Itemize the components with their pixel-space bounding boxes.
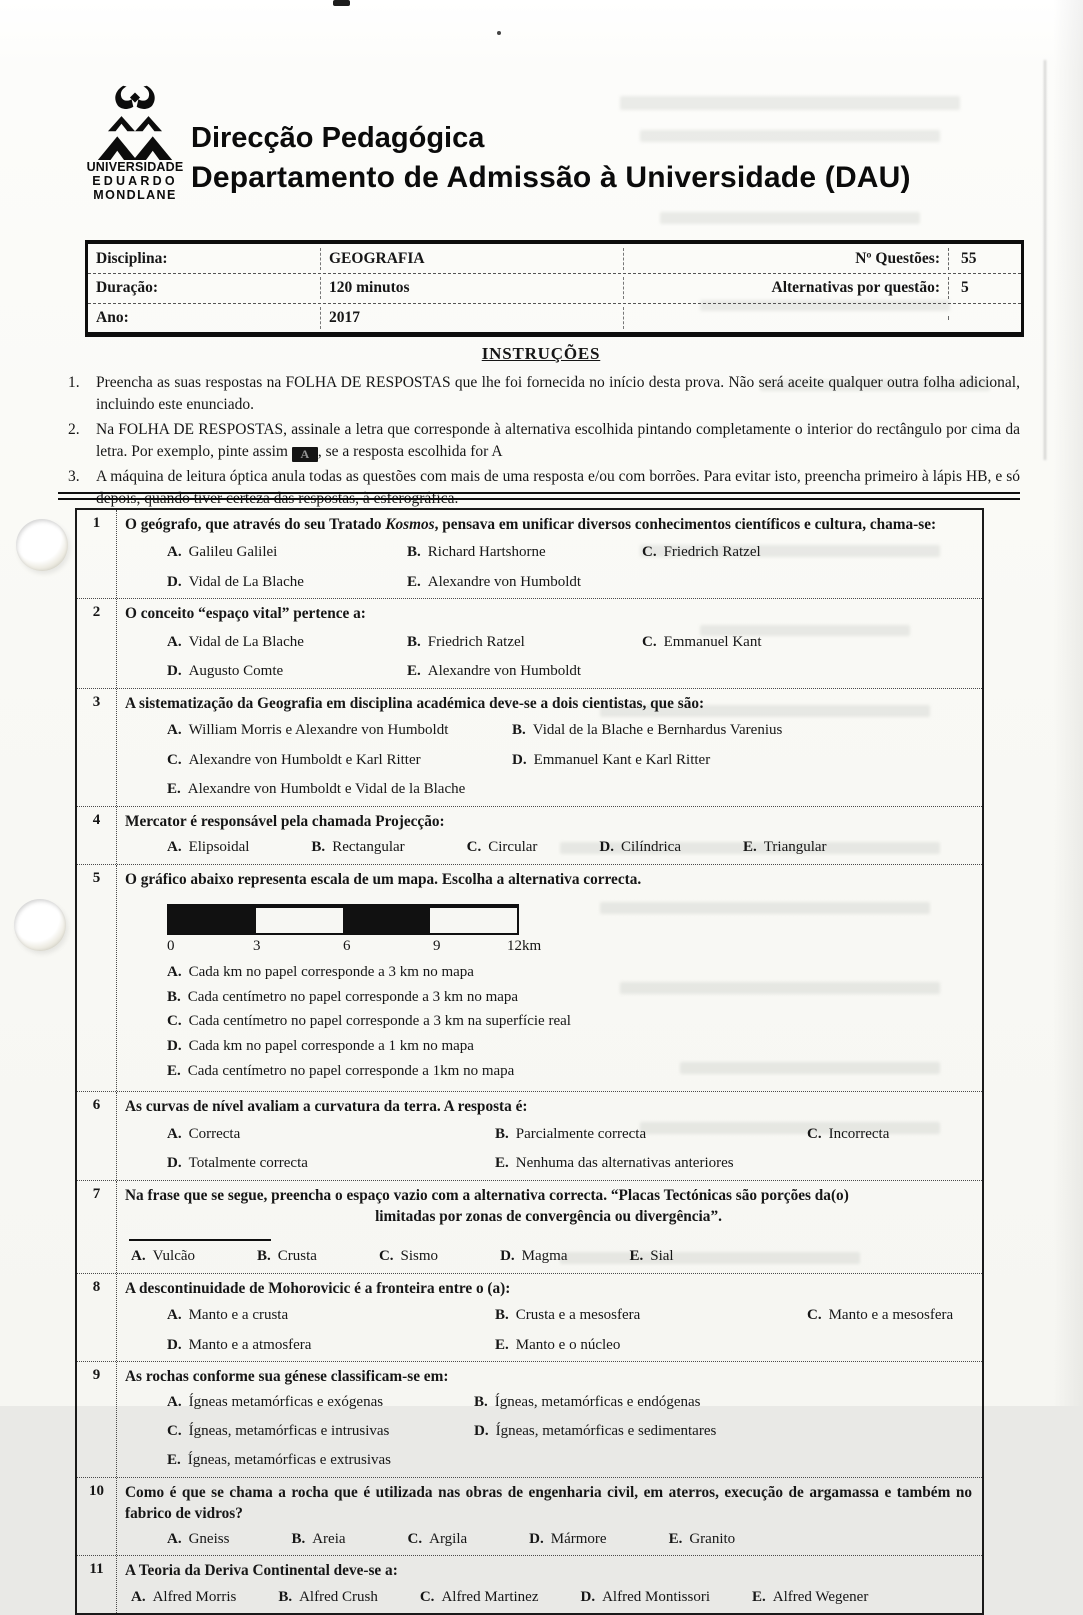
option-text: Triangular: [763, 839, 827, 856]
option-letter: B.: [257, 1248, 271, 1265]
option-d: [167, 572, 407, 593]
option-b: [407, 542, 642, 563]
option-letter: E.: [407, 573, 421, 590]
instruction-item-2: [62, 419, 1020, 463]
option-letter: E.: [495, 1155, 509, 1172]
question-number: 5: [77, 865, 117, 1092]
options-group: [125, 1392, 972, 1470]
option-a: [167, 837, 249, 858]
option-e: [495, 1335, 807, 1356]
question-row-6: [77, 1092, 982, 1180]
option-letter: B.: [495, 1125, 509, 1142]
hole-punch: [14, 899, 66, 951]
option-e: [495, 1153, 807, 1174]
question-row-3: [77, 689, 982, 807]
option-letter: E.: [167, 1451, 181, 1468]
question-statement: Na frase que se segue, preencha o espaço vazio com a alternativa correcta. “Placas Tectónicas são porções da(o): [125, 1186, 849, 1204]
question-row-10: [77, 1478, 982, 1557]
option-b: [512, 720, 972, 741]
instruction-text: [96, 419, 1020, 463]
option-text: Argila: [429, 1530, 468, 1547]
scan-dot-mark: [497, 31, 501, 35]
question-number: 1: [77, 510, 117, 598]
option-letter: B.: [167, 988, 181, 1005]
option-letter: E.: [743, 839, 757, 856]
option-letter: A.: [167, 1306, 182, 1323]
question-body: [117, 1362, 982, 1476]
option-letter: C.: [807, 1306, 822, 1323]
scale-segment-white: [430, 908, 517, 933]
scale-segment-black: [343, 908, 430, 933]
options-group: [125, 1529, 972, 1550]
option-c: [807, 1305, 972, 1326]
option-letter: D.: [474, 1423, 489, 1440]
scale-tick-label: 9: [433, 938, 441, 955]
option-letter: D.: [167, 1336, 182, 1353]
instruction-number: 2.: [68, 421, 80, 438]
option-text: Richard Hartshorne: [427, 544, 546, 561]
ano-value: 2017: [321, 307, 624, 329]
option-c: [642, 632, 972, 653]
question-statement: A Teoria da Deriva Continental deve-se a:: [125, 1562, 398, 1580]
num-questoes-label: Nº Questões:: [624, 248, 949, 270]
option-letter: B.: [407, 544, 421, 561]
option-letter: E.: [167, 1062, 181, 1079]
option-letter: A.: [167, 722, 182, 739]
option-b: [291, 1529, 345, 1550]
option-text: Ígneas, metamórficas e endógenas: [494, 1394, 701, 1411]
question-row-9: [77, 1362, 982, 1477]
scale-tick-label: 12km: [507, 938, 542, 955]
university-logo: [85, 84, 185, 202]
option-c: [167, 1421, 474, 1442]
option-b: [474, 1392, 972, 1413]
alternativas-value: 5: [961, 279, 969, 297]
options-group: [125, 1587, 972, 1608]
question-row-8: [77, 1274, 982, 1362]
option-d: [167, 1036, 972, 1057]
options-group: [125, 1124, 972, 1174]
admission-department-title: Departamento de Admissão à Universidade (DAU): [191, 161, 911, 194]
option-d: [599, 837, 681, 858]
option-c: [408, 1529, 468, 1550]
question-statement: As rochas conforme sua génese classificam-se em:: [125, 1368, 449, 1386]
option-letter: B.: [512, 722, 526, 739]
option-text: Magma: [521, 1248, 568, 1265]
question-number: 3: [77, 689, 117, 806]
question-number: 7: [77, 1181, 117, 1273]
option-letter: D.: [500, 1248, 515, 1265]
option-text: Alexandre von Humboldt e Karl Ritter: [188, 751, 421, 768]
option-letter: A.: [167, 1530, 182, 1547]
instructions-title: INSTRUÇÕES: [481, 344, 601, 363]
option-letter: C.: [407, 1530, 423, 1547]
option-text: Nenhuma das alternativas anteriores: [515, 1155, 734, 1172]
option-c: [420, 1587, 539, 1608]
question-row-7: [77, 1181, 982, 1274]
question-row-11: [77, 1556, 982, 1613]
instruction-number: 3.: [68, 468, 80, 485]
option-b: [167, 987, 972, 1008]
option-text: Elipsoidal: [188, 839, 250, 856]
option-text: Alexandre von Humboldt: [427, 663, 582, 680]
option-letter: D.: [599, 839, 614, 856]
instruction-text: A máquina de leitura óptica anula todas as questões com mais de uma resposta e/ou com borrões. Para evitar isto, preencha primeiro à lápis HB, e só depois, quando tiver certeza das respostas, à esferográfica.: [96, 468, 1020, 507]
statement-italic: Kosmos: [385, 516, 435, 533]
option-text: Alfred Wegener: [772, 1588, 869, 1605]
statement-text: O geógrafo, que através do seu Tratado: [125, 516, 386, 533]
option-c: [167, 750, 512, 771]
option-letter: D.: [529, 1530, 544, 1547]
option-c: [807, 1124, 972, 1145]
options-group: [125, 632, 972, 682]
option-text: Sismo: [400, 1248, 439, 1265]
option-text: Galileu Galilei: [188, 544, 278, 561]
instructions-section: [62, 344, 1020, 513]
scale-tick-label: 3: [253, 938, 261, 955]
option-letter: E.: [668, 1530, 683, 1547]
statement-text: , pensava em unificar diversos conhecimentos científicos e cultura, chama-se:: [434, 516, 937, 533]
option-c: [642, 542, 972, 563]
question-statement: O gráfico abaixo representa escala de um mapa. Escolha a alternativa correcta.: [125, 870, 642, 888]
option-text: Emmanuel Kant e Karl Ritter: [533, 751, 711, 768]
option-d: [167, 661, 407, 682]
question-row-1: [77, 510, 982, 599]
bleed-through-artifact: [640, 130, 940, 142]
blank-underline: [129, 1227, 271, 1241]
scale-tick-label: 6: [343, 938, 351, 955]
option-text: Cada centímetro no papel corresponde a 3 km na superfície real: [188, 1013, 571, 1030]
option-text: Manto e a atmosfera: [188, 1336, 312, 1353]
option-text: Correcta: [188, 1125, 241, 1142]
option-letter: C.: [378, 1248, 394, 1265]
question-body: [117, 865, 982, 1092]
question-body: [117, 1092, 982, 1179]
options-group: [125, 962, 972, 1081]
question-statement: A sistematização da Geografia em disciplina académica deve-se a dois cientistas, que são:: [125, 694, 705, 712]
disciplina-value: GEOGRAFIA: [321, 248, 624, 270]
question-body: [117, 1478, 982, 1556]
option-letter: B.: [474, 1394, 488, 1411]
scale-tick-label: 0: [167, 938, 175, 955]
option-c: [379, 1246, 438, 1267]
question-number: 11: [77, 1556, 117, 1613]
bleed-through-artifact: [620, 96, 960, 110]
scale-bar: [167, 904, 519, 935]
option-letter: E.: [752, 1588, 766, 1605]
option-text: Alexandre von Humboldt: [427, 573, 582, 590]
option-a: [167, 1529, 229, 1550]
option-c: [467, 837, 538, 858]
option-d: [512, 750, 972, 771]
option-text: Alfred Morris: [152, 1588, 237, 1605]
option-letter: D.: [167, 663, 182, 680]
question-number: 4: [77, 807, 117, 864]
option-text: Alfred Montissori: [602, 1588, 710, 1605]
option-b: [495, 1124, 807, 1145]
option-letter: C.: [642, 633, 657, 650]
section-divider: [58, 492, 1020, 500]
options-group: [125, 542, 972, 592]
option-e: [752, 1587, 868, 1608]
question-statement: [125, 514, 972, 535]
question-statement: As curvas de nível avaliam a curvatura da terra. A resposta é:: [125, 1098, 528, 1116]
option-text: Ígneas, metamórficas e extrusivas: [187, 1451, 392, 1468]
scale-segment-black: [169, 908, 256, 933]
question-row-4: [77, 807, 982, 865]
option-letter: A.: [167, 633, 182, 650]
question-body: [117, 1181, 982, 1273]
option-e: [669, 1529, 736, 1550]
duracao-value: 120 minutos: [321, 277, 624, 299]
option-text: Cada centímetro no papel corresponde a 1km no mapa: [187, 1062, 515, 1079]
instruction-number: 1.: [68, 374, 80, 391]
option-text: Emmanuel Kant: [663, 633, 762, 650]
question-body: [117, 599, 982, 687]
option-text: Vidal de La Blache: [188, 573, 304, 590]
option-d: [167, 1335, 495, 1356]
question-body: [117, 1274, 982, 1361]
option-text: Crusta e a mesosfera: [515, 1306, 641, 1323]
university-name-line: MONDLANE: [93, 188, 177, 202]
option-text: Alfred Crush: [299, 1588, 378, 1605]
exam-info-table: [85, 240, 1024, 337]
option-a: [131, 1246, 195, 1267]
option-text: Sial: [650, 1248, 674, 1265]
ano-label: Ano:: [88, 307, 321, 329]
option-text: Ígneas, metamórficas e sedimentares: [495, 1423, 717, 1440]
option-e: [407, 572, 642, 593]
question-number: 2: [77, 599, 117, 687]
instruction-item-1: [62, 372, 1020, 416]
option-a: [167, 1392, 474, 1413]
question-body: [117, 689, 982, 806]
option-letter: B.: [311, 839, 326, 856]
option-text: Vidal de La Blache: [188, 633, 304, 650]
option-b: [495, 1305, 807, 1326]
scale-bar-labels: [167, 936, 542, 956]
option-text: Vulcão: [152, 1248, 196, 1265]
option-e: [629, 1246, 673, 1267]
question-statement: Como é que se chama a rocha que é utilizada nas obras de engenharia civil, em aterros, execução de argamassa e também no fabrico de vidros?: [125, 1483, 972, 1522]
option-letter: D.: [167, 1155, 182, 1172]
option-letter: D.: [512, 751, 527, 768]
option-letter: B.: [495, 1306, 509, 1323]
option-letter: A.: [167, 964, 182, 981]
alternativas-label: Alternativas por questão:: [624, 277, 949, 299]
option-text: Alexandre von Humboldt e Vidal de la Blache: [187, 781, 466, 798]
disciplina-label: Disciplina:: [88, 248, 321, 270]
option-letter: E.: [495, 1336, 509, 1353]
info-row-duracao: [88, 273, 1021, 302]
option-letter: A.: [131, 1248, 146, 1265]
option-text: Manto e a mesosfera: [828, 1306, 954, 1323]
option-letter: A.: [167, 1125, 182, 1142]
page-fold-line: [1044, 60, 1046, 460]
options-group: [125, 720, 972, 800]
empty-cell: [624, 316, 949, 320]
option-letter: C.: [642, 544, 657, 561]
option-e: [407, 661, 642, 682]
option-letter: E.: [407, 663, 421, 680]
question-number: 9: [77, 1362, 117, 1476]
option-letter: C.: [466, 839, 482, 856]
question-body: [117, 807, 982, 864]
option-letter: B.: [291, 1530, 306, 1547]
option-text: Manto e o núcleo: [515, 1336, 621, 1353]
question-statement-line2: limitadas por zonas de convergência ou divergência”.: [375, 1208, 722, 1226]
option-letter: B.: [278, 1588, 293, 1605]
options-group: [125, 837, 972, 858]
instruction-text-before: Na FOLHA DE RESPOSTAS, assinale a letra que corresponde à alternativa escolhida pintando completamente o interior do rectângulo por cima da letra. Por exemplo, pinte assim: [96, 421, 1020, 460]
question-statement: A descontinuidade de Mohorovicic é a fronteira entre o (a):: [125, 1279, 511, 1297]
option-a: [167, 1305, 495, 1326]
option-text: Cada km no papel corresponde a 1 km no mapa: [188, 1038, 474, 1055]
scan-edge-shadow: [1053, 0, 1083, 1406]
option-letter: D.: [580, 1588, 596, 1605]
option-letter: C.: [167, 1013, 182, 1030]
option-letter: C.: [167, 751, 182, 768]
scan-top-mark: [333, 0, 350, 6]
option-letter: A.: [167, 839, 182, 856]
option-d: [474, 1421, 972, 1442]
info-row-disciplina: [88, 244, 1021, 273]
question-number: 10: [77, 1478, 117, 1556]
question-statement: Mercator é responsável pela chamada Projecção:: [125, 813, 445, 831]
option-text: Mármore: [550, 1530, 607, 1547]
option-letter: E.: [167, 781, 181, 798]
option-a: [167, 632, 407, 653]
question-statement: O conceito “espaço vital” pertence a:: [125, 605, 366, 623]
question-number: 6: [77, 1092, 117, 1179]
option-d: [529, 1529, 606, 1550]
option-letter: A.: [131, 1588, 146, 1605]
option-b: [311, 837, 404, 858]
option-text: Parcialmente correcta: [515, 1125, 647, 1142]
question-number: 8: [77, 1274, 117, 1361]
option-letter: E.: [629, 1248, 644, 1265]
question-row-5: [77, 865, 982, 1093]
university-name-line: EDUARDO: [92, 174, 178, 188]
option-a: [167, 1124, 495, 1145]
options-group: [125, 1305, 972, 1355]
uem-emblem-icon: [89, 84, 181, 160]
option-d: [167, 1153, 495, 1174]
option-text: Vidal de la Blache e Bernhardus Varenius: [532, 722, 783, 739]
option-text: Rectangular: [332, 839, 405, 856]
option-text: Cilíndrica: [621, 839, 681, 856]
duracao-label: Duração:: [88, 277, 321, 299]
filled-rectangle-example-icon: A: [292, 447, 318, 462]
question-body: [117, 510, 982, 598]
option-letter: A.: [167, 544, 182, 561]
empty-cell: [949, 316, 1021, 320]
option-c: [167, 1011, 972, 1032]
option-text: Circular: [488, 839, 538, 856]
instruction-text-after: , se a resposta escolhida for A: [317, 443, 503, 460]
option-text: Manto e a crusta: [188, 1306, 289, 1323]
hole-punch: [16, 519, 68, 571]
option-text: Totalmente correcta: [188, 1155, 308, 1172]
option-e: [167, 1450, 474, 1471]
option-a: [167, 542, 407, 563]
option-letter: B.: [407, 633, 421, 650]
option-text: Augusto Comte: [188, 663, 284, 680]
questions-table: [75, 508, 984, 1615]
option-a: [131, 1587, 236, 1608]
option-a: [167, 962, 972, 983]
option-b: [257, 1246, 317, 1267]
instruction-item-3: [62, 466, 1020, 510]
option-text: Gneiss: [188, 1530, 230, 1547]
option-letter: D.: [167, 573, 182, 590]
option-text: Ígneas metamórficas e exógenas: [188, 1394, 384, 1411]
department-title: Direcção Pedagógica: [191, 122, 485, 154]
option-e: [743, 837, 827, 858]
options-group: [125, 1246, 972, 1267]
option-d: [580, 1587, 710, 1608]
option-text: Cada km no papel corresponde a 3 km no mapa: [188, 964, 474, 981]
option-e: [167, 779, 512, 800]
option-b: [407, 632, 642, 653]
info-row-ano: [88, 303, 1021, 332]
university-name-line: UNIVERSIDADE: [86, 160, 184, 174]
map-scale-bar-graphic: [167, 904, 542, 956]
option-text: Incorrecta: [828, 1125, 890, 1142]
num-questoes-value: 55: [961, 249, 977, 267]
option-e: [167, 1061, 972, 1082]
bleed-through-artifact: [660, 212, 920, 224]
option-letter: A.: [167, 1394, 182, 1411]
option-text: Friedrich Ratzel: [663, 544, 761, 561]
option-a: [167, 720, 512, 741]
option-d: [500, 1246, 567, 1267]
option-text: Areia: [312, 1530, 346, 1547]
option-letter: C.: [807, 1125, 822, 1142]
option-text: William Morris e Alexandre von Humboldt: [188, 722, 449, 739]
question-body: [117, 1556, 982, 1613]
option-text: Alfred Martinez: [441, 1588, 539, 1605]
option-text: Friedrich Ratzel: [427, 633, 525, 650]
question-row-2: [77, 599, 982, 688]
option-text: Crusta: [277, 1248, 317, 1265]
scale-segment-white: [256, 908, 343, 933]
option-letter: C.: [419, 1588, 435, 1605]
option-letter: C.: [167, 1423, 182, 1440]
option-text: Granito: [689, 1530, 736, 1547]
instruction-text: Preencha as suas respostas na FOLHA DE RESPOSTAS que lhe foi fornecida no início desta prova. Não será aceite qualquer outra folha adicional, incluindo este enunciado.: [96, 374, 1020, 413]
option-text: Cada centímetro no papel corresponde a 3 km no mapa: [187, 988, 519, 1005]
option-letter: D.: [167, 1038, 182, 1055]
option-b: [278, 1587, 378, 1608]
option-text: Ígneas, metamórficas e intrusivas: [188, 1423, 390, 1440]
